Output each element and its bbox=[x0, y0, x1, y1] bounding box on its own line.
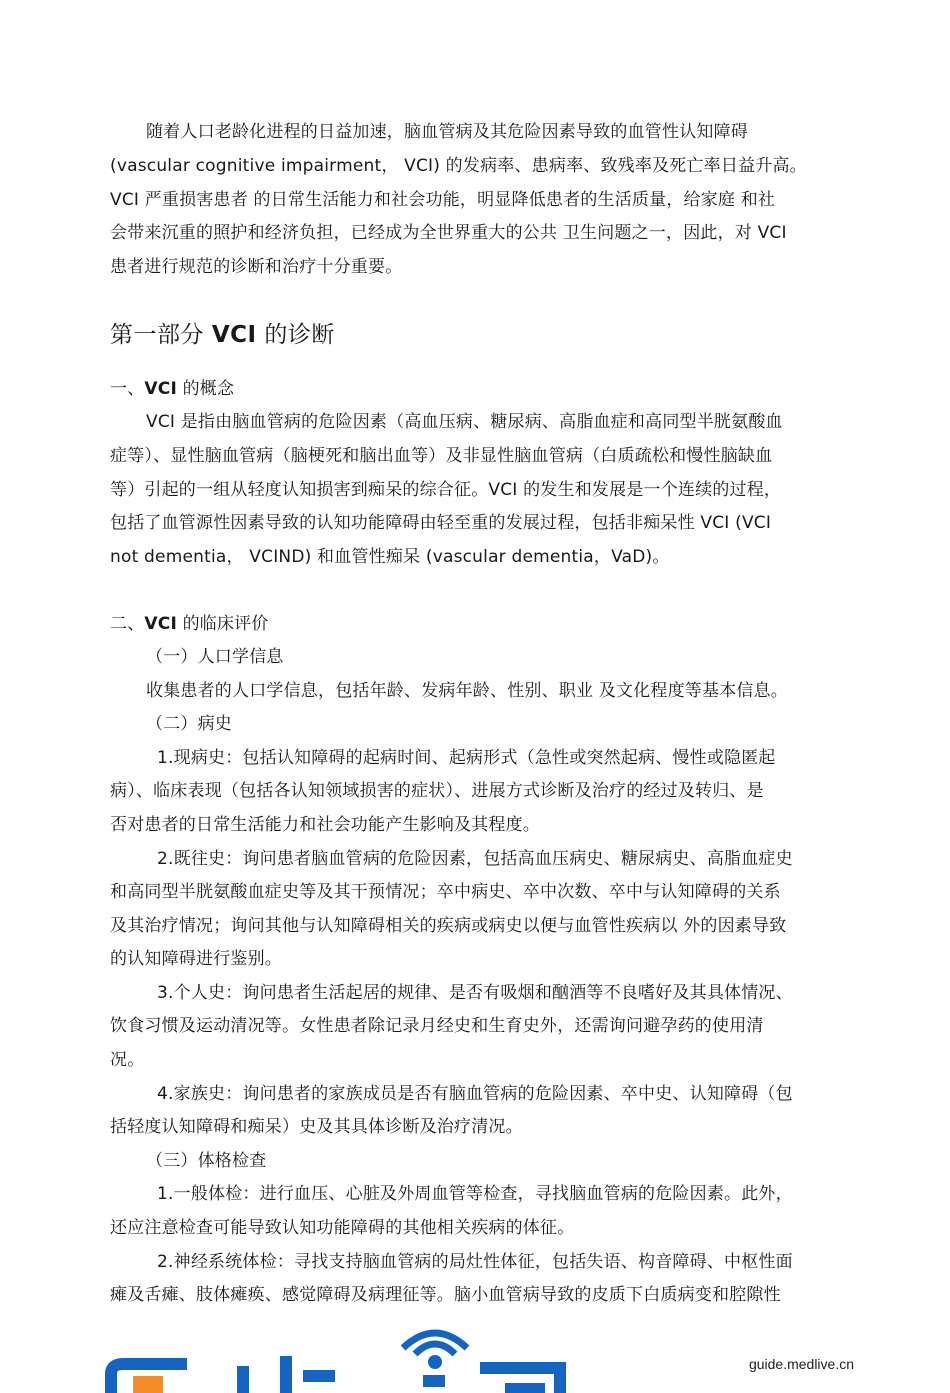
subheading: （三）体格检查 bbox=[146, 1151, 267, 1171]
exam-line: 2.神经系统体检：寻找支持脑血管病的局灶性体征，包括失语、构音障碍、中枢性面 bbox=[157, 1252, 793, 1272]
demographics-text: 收集患者的人口学信息，包括年龄、发病年龄、性别、职业 及文化程度等基本信息。 bbox=[146, 681, 789, 701]
heading-suffix: 的临床评价 bbox=[176, 614, 269, 634]
concept-line: not dementia， VCIND) 和血管性痴呆 (vascular dementia，VaD)。 bbox=[110, 547, 670, 567]
concept-line: 等）引起的一组从轻度认知损害到痴呆的综合征。VCI 的发生和发展是一个连续的过程， bbox=[110, 480, 782, 500]
history-line: 况。 bbox=[110, 1050, 145, 1070]
intro-line: 随着人口老龄化进程的日益加速，脑血管病及其危险因素导致的血管性认知障碍 bbox=[146, 122, 748, 142]
heading-suffix: 的概念 bbox=[176, 379, 235, 399]
history-line: 及其治疗情况；询问其他与认知障碍相关的疾病或病史以便与血管性疾病以 外的因素导致 bbox=[110, 916, 787, 936]
section-heading bbox=[110, 377, 234, 401]
heading-bold: VCI bbox=[144, 379, 177, 399]
history-line: 3.个人史：询问患者生活起居的规律、是否有吸烟和酗酒等不良嗜好及其具体情况、 bbox=[157, 983, 793, 1003]
concept-line: 包括了血管源性因素导致的认知功能障碍由轻至重的发展过程，包括非痴呆性 VCI (VCI bbox=[110, 513, 772, 533]
heading-prefix: 二、 bbox=[110, 614, 145, 634]
exam-line: 还应注意检查可能导致认知功能障碍的其他相关疾病的体征。 bbox=[110, 1218, 575, 1238]
history-line: 4.家族史：询问患者的家族成员是否有脑血管病的危险因素、卒中史、认知障碍（包 bbox=[157, 1084, 793, 1104]
history-line: 括轻度认知障碍和痴呆）史及其具体诊断及治疗清况。 bbox=[110, 1117, 523, 1137]
part-title-prefix: 第一部分 bbox=[110, 322, 212, 348]
section-heading bbox=[110, 612, 269, 636]
history-line: 病）、临床表现（包括各认知领域损害的症状）、进展方式诊断及治疗的经过及转归、是 bbox=[110, 781, 764, 801]
history-line: 1.现病史：包括认知障碍的起病时间、起病形式（急性或突然起病、慢性或隐匿起 bbox=[157, 748, 776, 768]
concept-line: 症等）、显性脑血管病（脑梗死和脑出血等）及非显性脑血管病（白质疏松和慢性脑缺血 bbox=[110, 446, 773, 466]
intro-line: VCI 严重损害患者 的日常生活能力和社会功能，明显降低患者的生活质量，给家庭 和社 bbox=[110, 190, 776, 210]
medlive-logo bbox=[105, 1326, 575, 1393]
intro-line: 患者进行规范的诊断和治疗十分重要。 bbox=[110, 257, 403, 277]
heading-prefix: 一、 bbox=[110, 379, 145, 399]
intro-line: (vascular cognitive impairment， VCI) 的发病率、患病率、致残率及死亡率日益升高。 bbox=[110, 156, 807, 176]
concept-line: VCI 是指由脑血管病的危险因素（高血压病、糖尿病、高脂血症和高同型半胱氨酸血 bbox=[146, 412, 783, 432]
exam-line: 瘫及舌瘫、肢体瘫痪、感觉障碍及病理征等。脑小血管病导致的皮质下白质病变和腔隙性 bbox=[110, 1285, 781, 1305]
history-line: 否对患者的日常生活能力和社会功能产生影响及其程度。 bbox=[110, 815, 540, 835]
part-title-suffix: 的诊断 bbox=[256, 322, 335, 348]
part-title-bold: VCI bbox=[211, 322, 257, 348]
intro-line: 会带来沉重的照护和经济负担，已经成为全世界重大的公共 卫生问题之一，因此，对 VCI bbox=[110, 223, 787, 243]
exam-line: 1.一般体检：进行血压、心脏及外周血管等检查，寻找脑血管病的危险因素。此外， bbox=[157, 1184, 793, 1204]
part-title bbox=[110, 320, 335, 350]
subheading: （二）病史 bbox=[146, 714, 232, 734]
subheading: （一）人口学信息 bbox=[146, 647, 284, 667]
history-line: 的认知障碍进行鉴别。 bbox=[110, 949, 282, 969]
history-line: 饮食习惯及运动清况等。女性患者除记录月经史和生育史外，还需询问避孕药的使用清 bbox=[110, 1016, 764, 1036]
footer-site-url: guide.medlive.cn bbox=[748, 1356, 854, 1372]
heading-bold: VCI bbox=[144, 614, 177, 634]
history-line: 2.既往史：询问患者脑血管病的危险因素，包括高血压病史、糖尿病史、高脂血症史 bbox=[157, 849, 793, 869]
history-line: 和高同型半胱氨酸血症史等及其干预情况；卒中病史、卒中次数、卒中与认知障碍的关系 bbox=[110, 882, 781, 902]
